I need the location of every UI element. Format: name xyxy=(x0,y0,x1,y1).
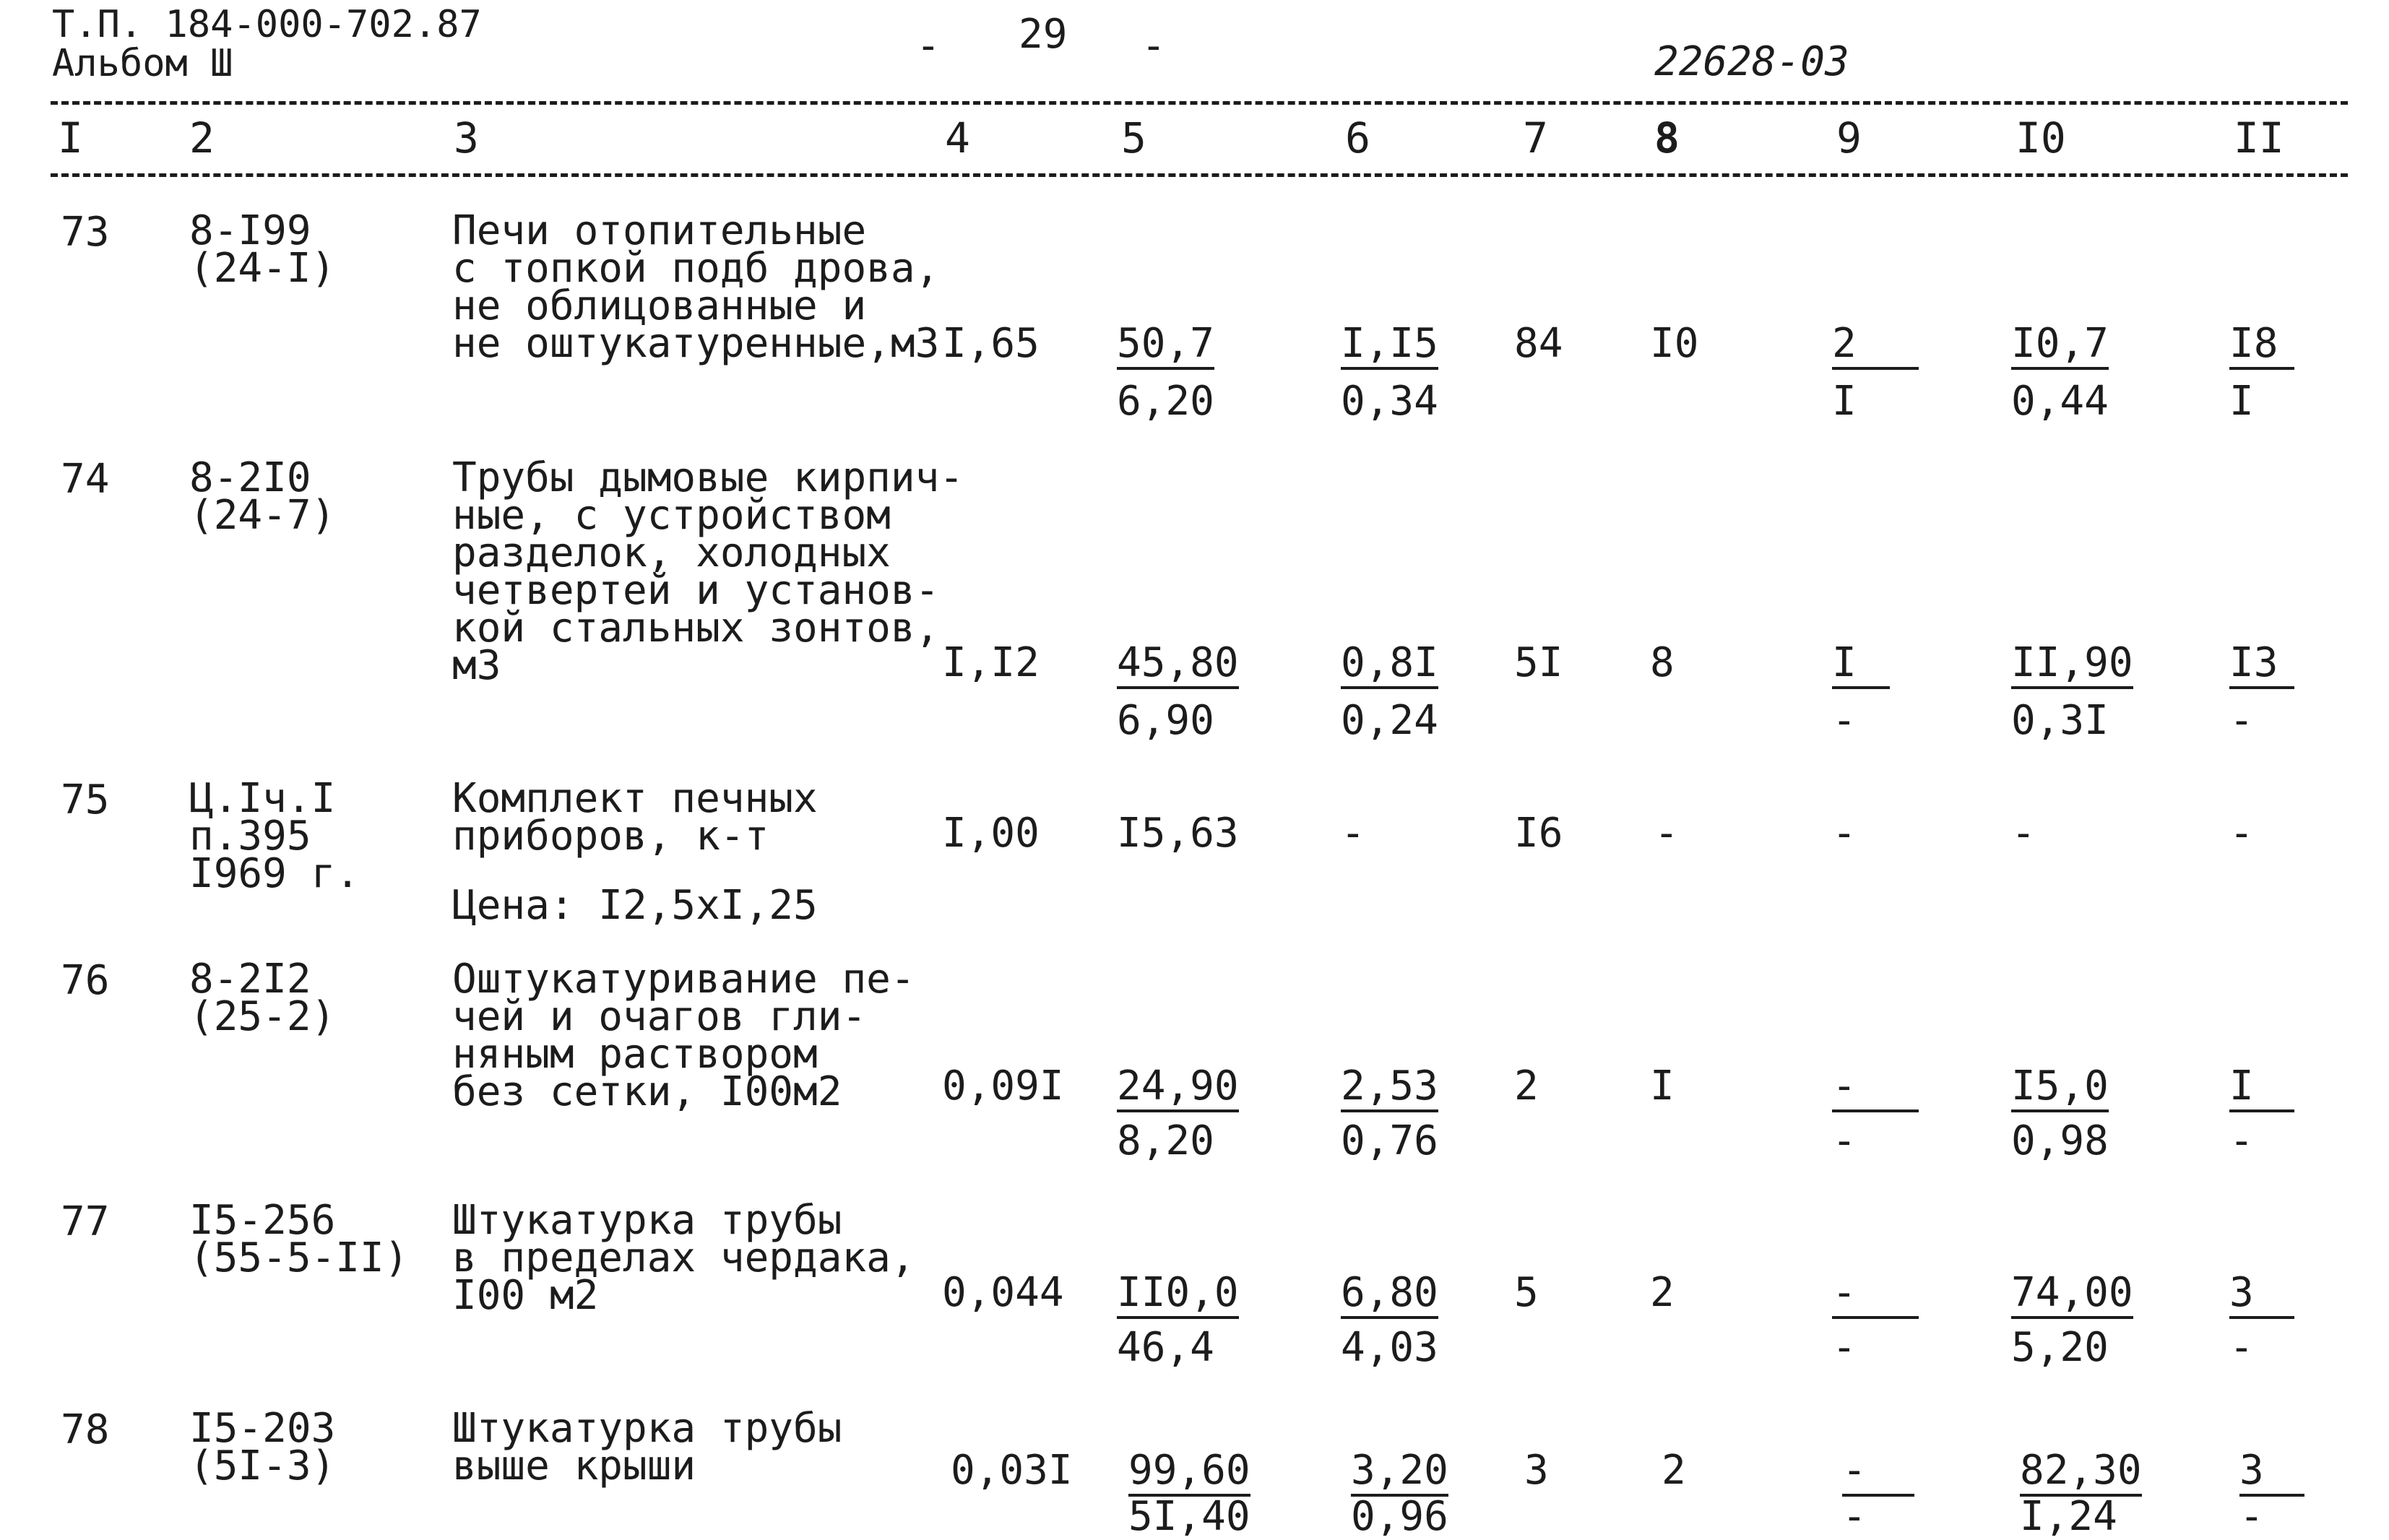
row-number: 73 xyxy=(61,209,110,256)
col6-bottom: 0,24 xyxy=(1341,697,1438,744)
col10-top: I0,7 xyxy=(2011,324,2109,370)
work-description: Штукатурка трубы выше крыши xyxy=(452,1405,842,1489)
col7-value: 3 xyxy=(1524,1447,1549,1494)
page-number: 29 xyxy=(1019,11,1068,58)
col7-value: 2 xyxy=(1514,1063,1539,1109)
col6-top: 3,20 xyxy=(1351,1450,1448,1497)
col11-top: I3 xyxy=(2229,643,2294,689)
col10-value: - xyxy=(2011,810,2036,857)
col9-bottom: - xyxy=(1832,1324,1857,1371)
col-11: II xyxy=(2234,113,2284,163)
row-number: 78 xyxy=(61,1406,110,1453)
tp-code: Т.П. 184-000-702.87 xyxy=(52,3,482,46)
col7-value: 84 xyxy=(1514,320,1563,367)
col5-bottom: 8,20 xyxy=(1117,1117,1214,1164)
col5-bottom: 6,90 xyxy=(1117,697,1214,744)
col11-value: - xyxy=(2229,810,2254,857)
col6-top: 2,53 xyxy=(1341,1066,1438,1112)
work-description: Трубы дымовые кирпич- ные, с устройством разделок, холодных четвертей и установ- кой стальных зонтов, м3 xyxy=(452,454,964,689)
col4-value: I,00 xyxy=(942,810,1040,857)
col6-bottom: 4,03 xyxy=(1341,1324,1438,1371)
price-note: Цена: I2,5хI,25 xyxy=(452,882,818,929)
col9-bottom: I xyxy=(1832,378,1857,425)
col4-value: I,65 xyxy=(942,320,1040,367)
col5-top: 24,90 xyxy=(1117,1066,1239,1112)
col-4: 4 xyxy=(945,113,970,163)
col-7: 7 xyxy=(1523,113,1548,163)
col8-value: 2 xyxy=(1662,1447,1686,1494)
norm-code: 8-2I0 (24-7) xyxy=(189,454,336,539)
col6-top: I,I5 xyxy=(1341,324,1438,370)
col5-bottom: 5I,40 xyxy=(1128,1493,1250,1540)
col9-bottom: - xyxy=(1832,1117,1857,1164)
norm-code: 8-2I2 (25-2) xyxy=(189,956,336,1040)
col11-top: 3 xyxy=(2229,1273,2294,1319)
work-description: Комплект печных приборов, к-т xyxy=(452,775,818,860)
col10-top: II,90 xyxy=(2011,643,2133,689)
row-number: 74 xyxy=(61,456,110,503)
col7-value: 5I xyxy=(1514,639,1563,686)
row-number: 76 xyxy=(61,957,110,1004)
col8-value: - xyxy=(1654,810,1679,857)
col6-value: - xyxy=(1341,810,1365,857)
col6-bottom: 0,96 xyxy=(1351,1493,1448,1540)
col10-bottom: 0,3I xyxy=(2011,697,2109,744)
col6-top: 6,80 xyxy=(1341,1273,1438,1319)
col11-bottom: I xyxy=(2229,378,2254,425)
col10-bottom: 0,44 xyxy=(2011,378,2109,425)
col4-value: 0,044 xyxy=(942,1269,1064,1316)
col7-value: I6 xyxy=(1514,810,1563,857)
col-10: I0 xyxy=(2016,113,2066,163)
col9-top: 2 xyxy=(1832,324,1919,370)
col10-top: 82,30 xyxy=(2020,1450,2142,1497)
page-dash-right: - xyxy=(1141,22,1166,69)
col-2: 2 xyxy=(189,113,215,163)
col5-top: 50,7 xyxy=(1117,324,1214,370)
col-1: I xyxy=(58,113,83,163)
header-rule-top xyxy=(51,101,2348,105)
col10-top: I5,0 xyxy=(2011,1066,2109,1112)
col9-bottom: - xyxy=(1842,1493,1867,1540)
col8-value: 8 xyxy=(1650,639,1675,686)
col10-bottom: 0,98 xyxy=(2011,1117,2109,1164)
col4-value: 0,03I xyxy=(951,1447,1073,1494)
doc-code: 22628-03 xyxy=(1654,38,1849,85)
col9-bottom: - xyxy=(1832,697,1857,744)
norm-code: I5-256 (55-5-II) xyxy=(189,1197,409,1281)
norm-code: I5-203 (5I-3) xyxy=(189,1405,336,1489)
col4-value: 0,09I xyxy=(942,1063,1064,1109)
work-description: Оштукатуривание пе- чей и очагов гли- няным раствором без сетки, I00м2 xyxy=(452,956,915,1115)
col-5: 5 xyxy=(1121,113,1146,163)
col6-bottom: 0,76 xyxy=(1341,1117,1438,1164)
header-rule-bottom xyxy=(51,173,2348,177)
work-description: Штукатурка трубы в пределах чердака, I00 м2 xyxy=(452,1197,915,1319)
col9-top: - xyxy=(1832,1273,1919,1319)
col8-value: I0 xyxy=(1650,320,1699,367)
col9-value: - xyxy=(1832,810,1857,857)
col11-top: I8 xyxy=(2229,324,2294,370)
col5-top: 99,60 xyxy=(1128,1450,1250,1497)
col5-bottom: 46,4 xyxy=(1117,1324,1214,1371)
col5-top: II0,0 xyxy=(1117,1273,1239,1319)
col-8: 8 xyxy=(1654,113,1680,163)
col11-top: 3 xyxy=(2239,1450,2304,1497)
col5-value: I5,63 xyxy=(1117,810,1239,857)
album-label: Альбом Ш xyxy=(52,42,233,85)
col11-bottom: - xyxy=(2229,1117,2254,1164)
col4-value: I,I2 xyxy=(942,639,1040,686)
col11-bottom: - xyxy=(2239,1493,2264,1540)
col10-top: 74,00 xyxy=(2011,1273,2133,1319)
col-9: 9 xyxy=(1836,113,1862,163)
norm-code: 8-I99 (24-I) xyxy=(189,207,336,292)
col5-bottom: 6,20 xyxy=(1117,378,1214,425)
norm-code: Ц.Iч.I п.395 I969 г. xyxy=(189,775,360,897)
col10-bottom: 5,20 xyxy=(2011,1324,2109,1371)
col-6: 6 xyxy=(1345,113,1370,163)
col9-top: - xyxy=(1842,1450,1914,1497)
work-description: Печи отопительные с топкой подб дрова, не облицованные и не оштукатуренные,м3 xyxy=(452,207,940,367)
col9-top: - xyxy=(1832,1066,1919,1112)
col5-top: 45,80 xyxy=(1117,643,1239,689)
col9-top: I xyxy=(1832,643,1890,689)
col11-top: I xyxy=(2229,1066,2294,1112)
col7-value: 5 xyxy=(1514,1269,1539,1316)
page-dash-left: - xyxy=(916,22,941,69)
col6-top: 0,8I xyxy=(1341,643,1438,689)
row-number: 75 xyxy=(61,777,110,823)
col6-bottom: 0,34 xyxy=(1341,378,1438,425)
row-number: 77 xyxy=(61,1198,110,1245)
col11-bottom: - xyxy=(2229,697,2254,744)
col11-bottom: - xyxy=(2229,1324,2254,1371)
col8-value: 2 xyxy=(1650,1269,1675,1316)
col-3: 3 xyxy=(454,113,479,163)
col8-value: I xyxy=(1650,1063,1675,1109)
col10-bottom: I,24 xyxy=(2020,1493,2117,1540)
